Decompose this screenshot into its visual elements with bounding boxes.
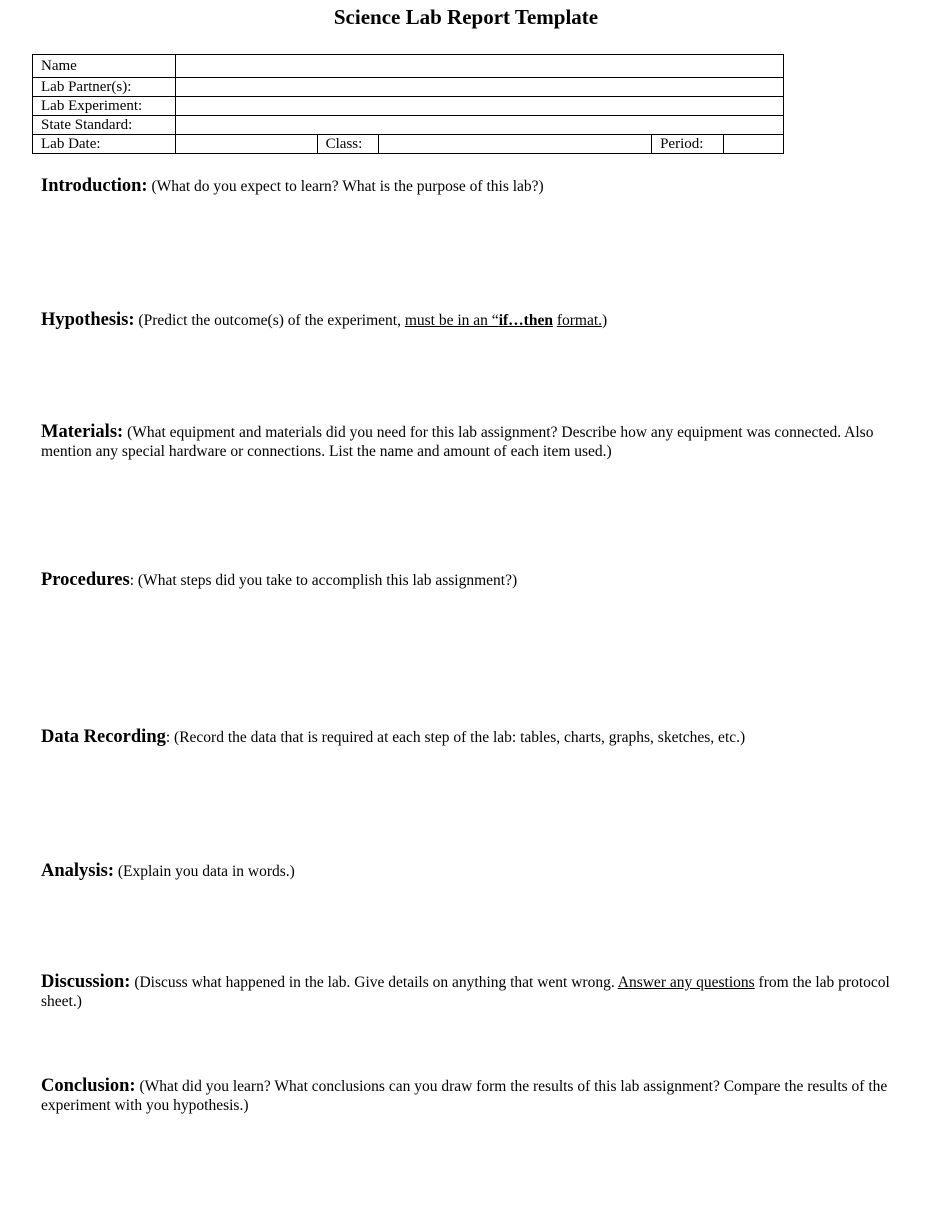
procedures-prompt: : (What steps did you take to accomplish this lab assignment?) [129, 572, 518, 589]
name-field[interactable] [175, 55, 783, 78]
procedures-section [41, 571, 891, 590]
lab-experiment-label: Lab Experiment: [33, 97, 176, 116]
data-recording-section [41, 728, 891, 747]
answer-questions-text: Answer any questions [617, 974, 755, 991]
period-field[interactable] [724, 135, 784, 154]
hypothesis-heading: Hypothesis: [41, 310, 135, 330]
materials-prompt: (What equipment and materials did you need for this lab assignment? Describe how any equipment was connected. Also mention any special hardware or connections. List the name and amount of each item used.) [41, 424, 874, 460]
if-then-text: if…then [498, 312, 553, 329]
state-standard-field[interactable] [175, 116, 783, 135]
lab-date-field[interactable] [175, 135, 317, 154]
lab-experiment-field[interactable] [175, 97, 783, 116]
hypothesis-format-rule-text: must be in an “ [404, 312, 499, 329]
conclusion-heading: Conclusion: [41, 1076, 136, 1096]
hypothesis-prompt-end: ) [602, 312, 608, 329]
discussion-heading: Discussion: [41, 972, 131, 992]
materials-section [41, 423, 891, 461]
period-label: Period: [652, 135, 724, 154]
page-title: Science Lab Report Template [333, 5, 599, 29]
class-field[interactable] [378, 135, 652, 154]
hypothesis-format-rule [405, 312, 553, 329]
procedures-heading: Procedures [41, 570, 130, 590]
introduction-prompt: (What do you expect to learn? What is the purpose of this lab?) [151, 178, 544, 195]
analysis-section [41, 862, 891, 881]
introduction-section [41, 177, 891, 196]
hypothesis-prompt-start: (Predict the outcome(s) of the experiment, [138, 312, 401, 329]
discussion-section [41, 973, 891, 1011]
discussion-prompt-end: from the lab protocol sheet.) [41, 974, 890, 1010]
hypothesis-section [41, 311, 891, 330]
lab-partners-label: Lab Partner(s): [33, 78, 176, 97]
conclusion-section [41, 1077, 891, 1115]
analysis-heading: Analysis: [41, 861, 114, 881]
format-text: format. [556, 312, 603, 329]
lab-date-label: Lab Date: [33, 135, 176, 154]
analysis-prompt: (Explain you data in words.) [117, 863, 295, 880]
class-label: Class: [317, 135, 378, 154]
student-info-table [32, 54, 784, 154]
data-recording-heading: Data Recording [41, 727, 166, 747]
discussion-prompt-start: (Discuss what happened in the lab. Give details on anything that went wrong. [134, 974, 615, 991]
state-standard-label: State Standard: [33, 116, 176, 135]
introduction-heading: Introduction: [41, 176, 148, 196]
data-recording-prompt: : (Record the data that is required at each step of the lab: tables, charts, graphs, sketches, etc.) [165, 729, 746, 746]
conclusion-prompt: (What did you learn? What conclusions can you draw form the results of this lab assignment? Compare the results of the experiment with you hypothesis.) [41, 1078, 888, 1114]
materials-heading: Materials: [41, 422, 124, 442]
lab-partners-field[interactable] [175, 78, 783, 97]
name-label: Name [33, 55, 176, 78]
